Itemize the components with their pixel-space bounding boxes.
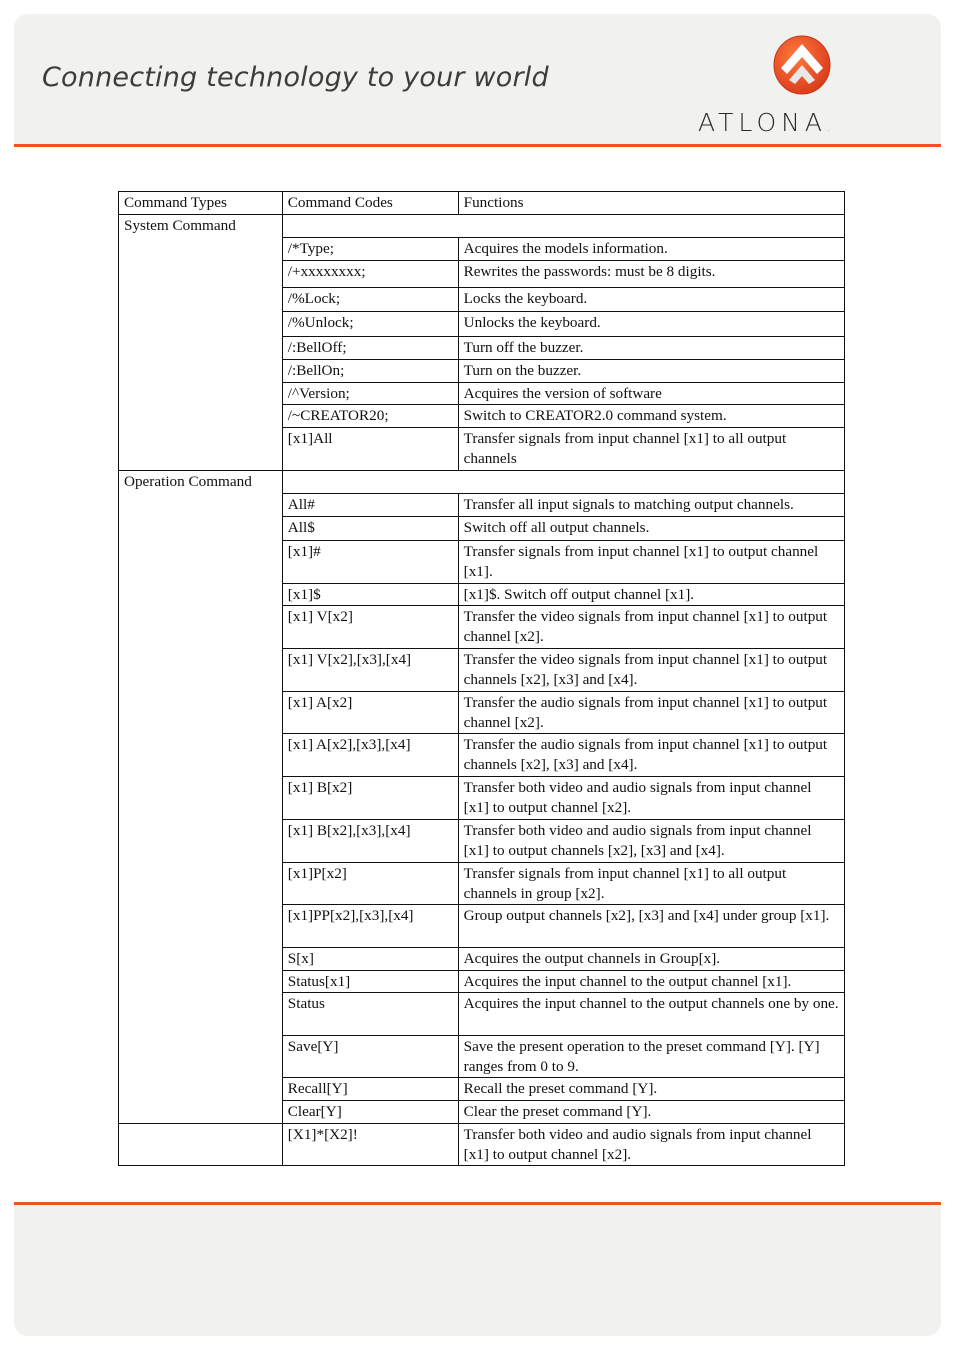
group-spacer-cell [282,215,844,238]
function-cell: Locks the keyboard. [458,288,844,312]
command-table-body [119,192,845,1166]
group-label-row [119,471,845,494]
command-code-cell: [x1]$ [282,584,458,606]
table-header-row [119,192,845,215]
function-cell: Recall the preset command [Y]. [458,1078,844,1101]
function-cell: Group output channels [x2], [x3] and [x4] under group [x1]. [458,905,844,948]
command-code-cell: Clear[Y] [282,1101,458,1124]
command-code-cell: Status[x1] [282,971,458,993]
function-cell: Unlocks the keyboard. [458,312,844,337]
command-code-cell: /:BellOff; [282,337,458,360]
function-cell: Save the present operation to the preset command [Y]. [Y] ranges from 0 to 9. [458,1036,844,1078]
function-cell: Transfer the audio signals from input channel [x1] to output channels [x2], [x3] and [x4]. [458,734,844,777]
command-code-cell: /+xxxxxxxx; [282,261,458,288]
function-cell: Transfer both video and audio signals from input channel [x1] to output channel [x2]. [458,777,844,820]
command-code-cell: [X1]*[X2]! [282,1124,458,1166]
command-type-cell [119,1124,283,1166]
command-type-cell: Operation Command [119,471,283,1124]
command-code-cell: /^Version; [282,383,458,405]
function-cell: Acquires the version of software [458,383,844,405]
command-table [118,191,845,1166]
command-code-cell: Save[Y] [282,1036,458,1078]
brand-wordmark [698,108,830,137]
command-code-cell: All# [282,494,458,517]
command-code-cell: [x1] A[x2],[x3],[x4] [282,734,458,777]
command-code-cell: /~CREATOR20; [282,405,458,428]
command-type-cell: System Command [119,215,283,471]
function-cell: Transfer the audio signals from input channel [x1] to output channel [x2]. [458,692,844,734]
function-cell: [x1]$. Switch off output channel [x1]. [458,584,844,606]
function-cell: Acquires the input channel to the output channels one by one. [458,993,844,1036]
function-cell: Acquires the output channels in Group[x]. [458,948,844,971]
function-cell: Transfer signals from input channel [x1] to output channel [x1]. [458,541,844,584]
command-code-cell: All$ [282,517,458,541]
command-code-cell: [x1] B[x2] [282,777,458,820]
atlona-logo-icon [772,35,832,95]
function-cell: Transfer both video and audio signals from input channel [x1] to output channel [x2]. [458,1124,844,1166]
command-code-cell: [x1]P[x2] [282,863,458,905]
command-code-cell: [x1] A[x2] [282,692,458,734]
function-cell: Transfer both video and audio signals from input channel [x1] to output channels [x2], [x3] and [x4]. [458,820,844,863]
function-cell: Transfer signals from input channel [x1] to all output channels in group [x2]. [458,863,844,905]
brand-name: ATLONA [698,108,827,137]
command-code-cell: Recall[Y] [282,1078,458,1101]
function-cell: Transfer signals from input channel [x1] to all output channels [458,428,844,471]
function-cell: Turn off the buzzer. [458,337,844,360]
function-cell: Turn on the buzzer. [458,360,844,383]
command-code-cell: [x1]PP[x2],[x3],[x4] [282,905,458,948]
footer-divider [14,1202,941,1205]
function-cell: Acquires the models information. [458,238,844,261]
header-functions: Functions [458,192,844,215]
command-code-cell: /%Unlock; [282,312,458,337]
command-code-cell: [x1]# [282,541,458,584]
function-cell: Transfer all input signals to matching output channels. [458,494,844,517]
function-cell: Clear the preset command [Y]. [458,1101,844,1124]
command-code-cell: S[x] [282,948,458,971]
table-row [119,1124,845,1166]
header-command-codes: Command Codes [282,192,458,215]
command-code-cell: [x1] V[x2] [282,606,458,649]
tagline: Connecting technology to your world [42,62,549,93]
function-cell: Rewrites the passwords: must be 8 digits. [458,261,844,288]
command-code-cell: [x1] B[x2],[x3],[x4] [282,820,458,863]
group-spacer-cell [282,471,844,494]
command-code-cell: /%Lock; [282,288,458,312]
function-cell: Acquires the input channel to the output channel [x1]. [458,971,844,993]
command-code-cell: [x1]All [282,428,458,471]
function-cell: Transfer the video signals from input channel [x1] to output channels [x2], [x3] and [x4]. [458,649,844,692]
header-command-types: Command Types [119,192,283,215]
group-label-row [119,215,845,238]
header-divider [14,144,941,147]
command-code-cell: [x1] V[x2],[x3],[x4] [282,649,458,692]
brand-dot: . [826,123,831,134]
command-code-cell: /:BellOn; [282,360,458,383]
command-code-cell: Status [282,993,458,1036]
function-cell: Switch to CREATOR2.0 command system. [458,405,844,428]
command-code-cell: /*Type; [282,238,458,261]
function-cell: Switch off all output channels. [458,517,844,541]
function-cell: Transfer the video signals from input channel [x1] to output channel [x2]. [458,606,844,649]
